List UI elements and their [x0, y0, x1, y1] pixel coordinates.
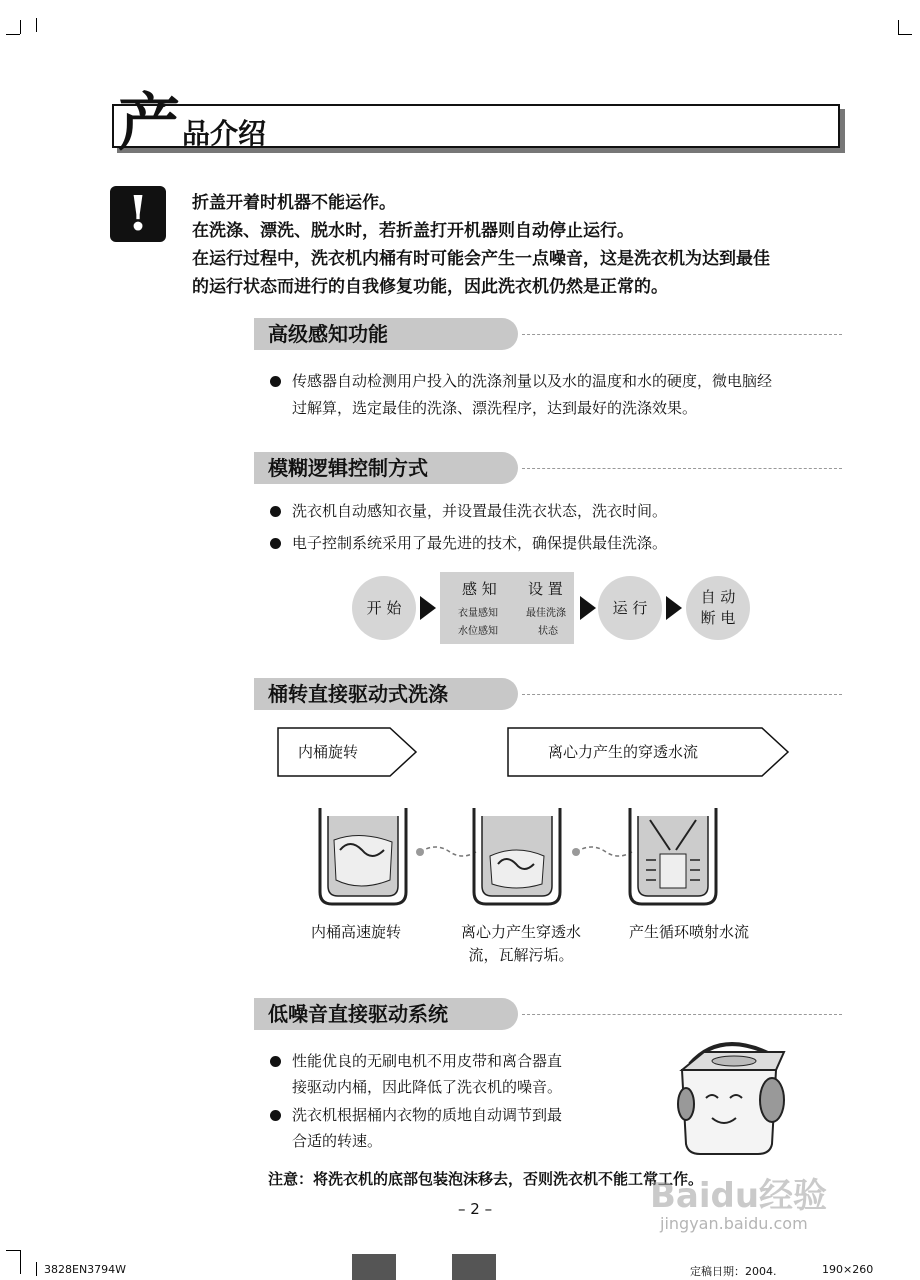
bullet-text: 传感器自动检测用户投入的洗涤剂量以及水的温度和水的硬度，微电脑经	[292, 372, 773, 390]
flow-set-sub: 最佳洗涤	[526, 608, 566, 619]
page-title-initial: 产	[118, 86, 181, 159]
divider	[522, 468, 842, 469]
crop-mark	[36, 18, 37, 32]
doc-code: 3828EN3794W	[44, 1263, 127, 1276]
warning-line: 的运行状态而进行的自我修复功能，因此洗衣机仍然是正常的。	[192, 277, 668, 297]
drum-illustrations	[300, 800, 740, 910]
crop-mark	[20, 1250, 21, 1274]
divider	[522, 334, 842, 335]
bullet-text: 洗衣机自动感知衣量，并设置最佳洗衣状态，洗衣时间。	[292, 502, 668, 520]
washer-headphones-illustration	[660, 1024, 800, 1160]
exclamation-mark: !	[127, 186, 149, 242]
registration-block	[352, 1254, 396, 1280]
crop-mark	[898, 20, 899, 34]
watermark-logo: Baidu经验	[650, 1176, 828, 1216]
bullet	[270, 376, 281, 387]
page-title: 品介绍	[182, 117, 267, 150]
section-heading: 高级感知功能	[268, 322, 388, 346]
flow-run: 运 行	[598, 576, 662, 640]
warning-line: 折盖开着时机器不能运作。	[192, 193, 396, 213]
bullet-text: 合适的转速。	[292, 1132, 383, 1150]
flow-auto-off: 自 动 断 电	[686, 576, 750, 640]
warning-line: 在洗涤、漂洗、脱水时，若折盖打开机器则自动停止运行。	[192, 221, 634, 241]
crop-mark	[36, 1262, 37, 1276]
bullet	[270, 538, 281, 549]
crop-mark	[6, 1250, 20, 1251]
bullet	[270, 1056, 281, 1067]
drum-2	[474, 808, 560, 904]
drum-caption: 产生循环喷射水流	[628, 923, 749, 941]
divider	[522, 694, 842, 695]
doc-size: 190×260	[822, 1263, 874, 1276]
drum-3	[630, 808, 716, 904]
warning-line: 在运行过程中，洗衣机内桶有时可能会产生一点噪音，这是洗衣机为达到最佳	[192, 249, 770, 269]
bullet-text: 接驱动内桶，因此降低了洗衣机的噪音。	[292, 1078, 563, 1096]
note: 注意：将洗衣机的底部包装泡沫移去，否则洗衣机不能工常工作。	[268, 1170, 704, 1188]
bullet-text: 电子控制系统采用了最先进的技术，确保提供最佳洗涤。	[292, 534, 668, 552]
registration-block	[452, 1254, 496, 1280]
flow-set-sub: 状态	[538, 626, 558, 637]
arrow-label: 离心力产生的穿透水流	[548, 743, 699, 761]
flow-start: 开 始	[352, 576, 416, 640]
watermark-url: jingyan.baidu.com	[660, 1214, 808, 1233]
drum-caption: 内桶高速旋转	[310, 923, 401, 941]
bullet	[270, 1110, 281, 1121]
bullet-text: 性能优良的无刷电机不用皮带和离合器直	[292, 1052, 563, 1070]
flow-sense-sub: 水位感知	[458, 626, 498, 637]
section-heading: 低噪音直接驱动系统	[268, 1002, 448, 1026]
section-heading: 模糊逻辑控制方式	[268, 456, 428, 480]
flow-arrow-icon	[666, 596, 682, 620]
drum-1	[320, 808, 406, 904]
bullet-text: 洗衣机根据桶内衣物的质地自动调节到最	[292, 1106, 563, 1124]
flow-arrow-icon	[580, 596, 596, 620]
section-heading: 桶转直接驱动式洗涤	[268, 682, 448, 706]
page-number: – 2 –	[458, 1200, 493, 1218]
crop-mark	[6, 34, 20, 35]
doc-date: 定稿日期：2004.	[690, 1265, 777, 1278]
bullet-text: 过解算，选定最佳的洗涤、漂洗程序，达到最好的洗涤效果。	[292, 399, 698, 417]
drum-caption: 离心力产生穿透水	[460, 923, 581, 941]
bullet	[270, 506, 281, 517]
crop-mark	[898, 34, 912, 35]
flow-sense-sub: 衣量感知	[458, 608, 498, 619]
drum-caption: 流，瓦解污垢。	[468, 946, 574, 964]
flow-arrow-icon	[420, 596, 436, 620]
crop-mark	[20, 20, 21, 34]
flow-set: 设 置	[528, 580, 563, 598]
arrow-label: 内桶旋转	[298, 743, 359, 761]
divider	[522, 1014, 842, 1015]
flow-sense: 感 知	[462, 580, 497, 598]
